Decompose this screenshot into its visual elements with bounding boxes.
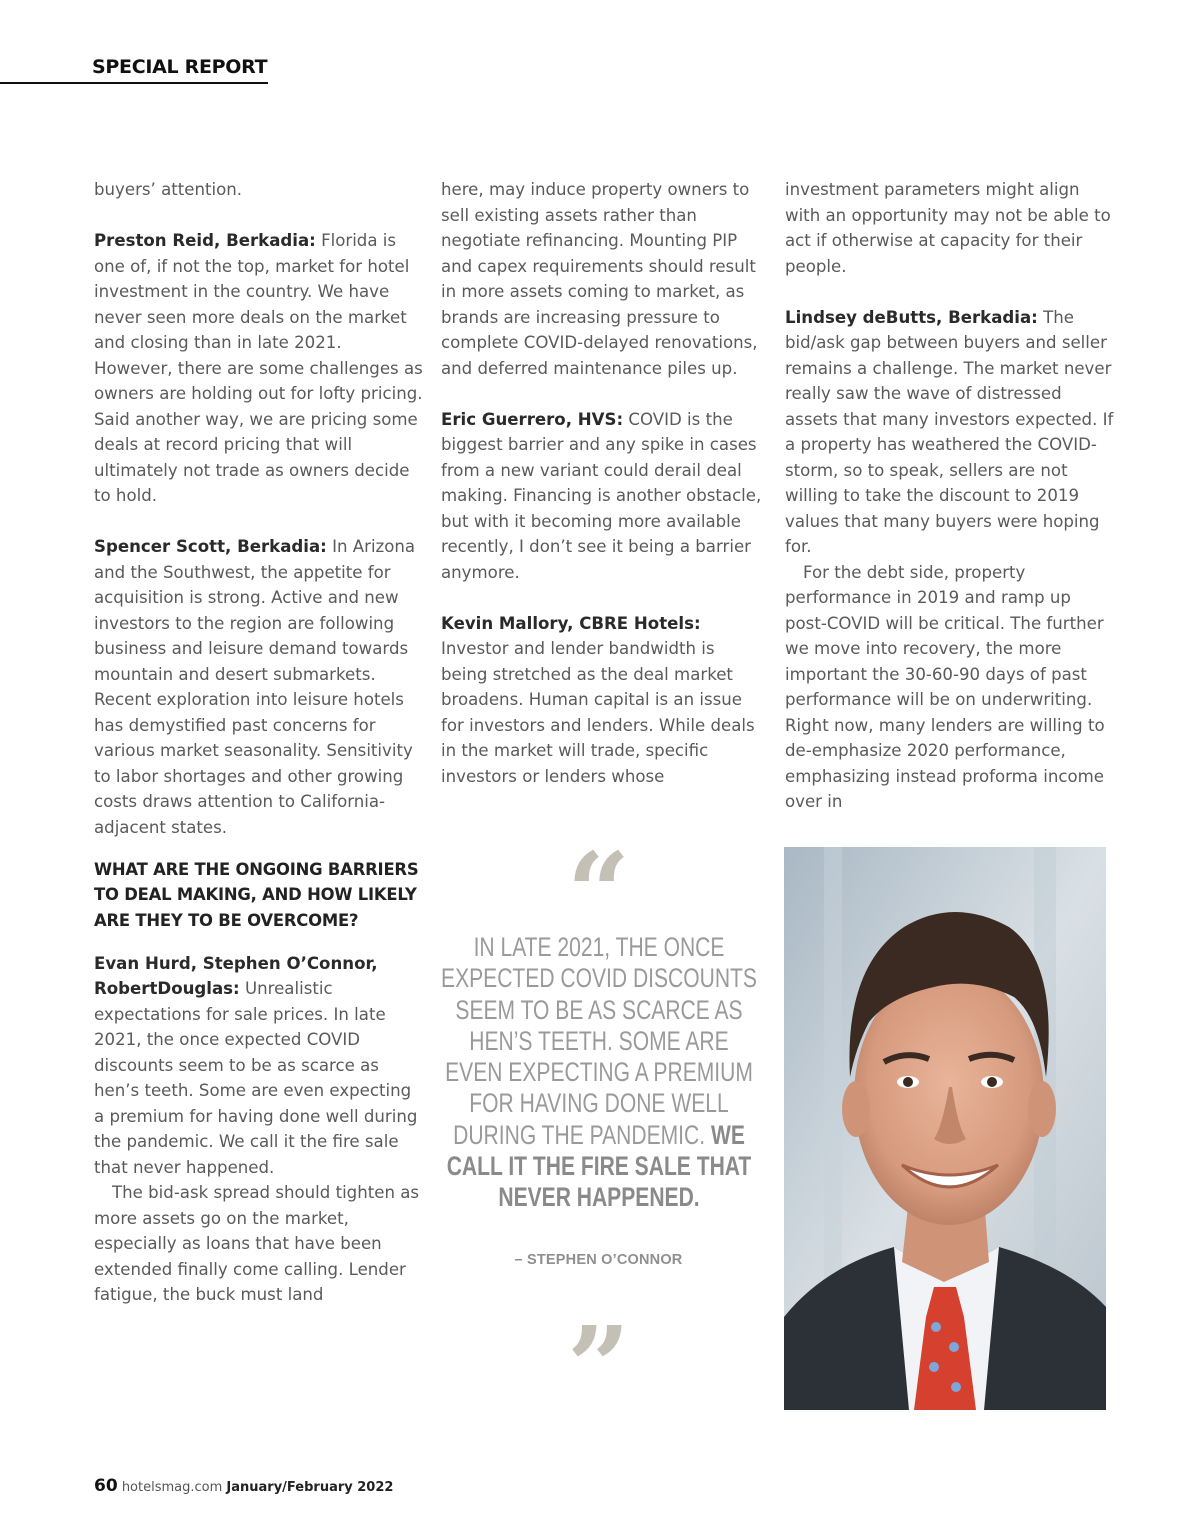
- speaker-name: Preston Reid, Berkadia:: [94, 231, 316, 250]
- portrait-illustration: [784, 847, 1106, 1410]
- paragraph-text: COVID is the biggest barrier and any spike in cases from a new variant could derail deal making. Financing is another obstacle, but with it becoming more available recently, I don’t see it being a barrier anymore.: [441, 409, 762, 582]
- paragraph: [785, 305, 1115, 560]
- paragraph-text: Investor and lender bandwidth is being stretched as the deal market broadens. Human capital is an issue for investors and lenders. While deals in the market will trade, specific investors or lenders whose: [441, 639, 755, 786]
- close-quote-icon: ”: [566, 1301, 631, 1431]
- page-footer: [94, 1476, 393, 1496]
- paragraph: [441, 611, 766, 790]
- column-2: [441, 177, 766, 789]
- speaker-name: Spencer Scott, Berkadia:: [94, 537, 327, 556]
- section-label: SPECIAL REPORT: [92, 56, 268, 78]
- column-1: [94, 177, 424, 1308]
- site-name: hotelsmag.com: [121, 1480, 223, 1495]
- paragraph-text: Florida is one of, if not the top, market for hotel investment in the country. We have never seen more deals on the market and closing than in late 2021. However, there are some challenges as owners are holding out for lofty pricing. Said another way, we are pricing some deals at record pricing that will ultimately not trade as owners decide to hold.: [94, 231, 423, 505]
- header-rule: [0, 82, 268, 84]
- portrait-photo: [784, 847, 1106, 1410]
- speaker-name: Evan Hurd, Stephen O’Connor, RobertDouglas:: [94, 953, 378, 999]
- pull-quote-body: IN LATE 2021, THE ONCE EXPECTED COVID DISCOUNTS SEEM TO BE AS SCARCE AS HEN’S TEETH. SOME ARE EVEN EXPECTING A PREMIUM FOR HAVING DONE WELL DURING THE PANDEMIC.: [441, 932, 757, 1150]
- speaker-name: Kevin Mallory, CBRE Hotels:: [441, 613, 701, 633]
- paragraph: The bid-ask spread should tighten as more assets go on the market, especially as loans that have been extended finally come calling. Lender fatigue, the buck must land: [94, 1183, 420, 1305]
- pull-quote-attribution: – STEPHEN O’CONNOR: [514, 1251, 683, 1268]
- pull-quote-emphasis: WE CALL IT THE FIRE SALE THAT NEVER HAPPENED.: [446, 1119, 752, 1213]
- page-number: 60: [94, 1476, 118, 1496]
- paragraph: For the debt side, property performance in 2019 and ramp up post-COVID will be critical. The further we move into recovery, the more important the 30-60-90 days of past performance will be on underwriting. Right now, many lenders are willing to de-emphasize 2020 performance, emphasizing instead proforma income over in: [785, 562, 1105, 811]
- section-question: WHAT ARE THE ONGOING BARRIERS TO DEAL MAKING, AND HOW LIKELY ARE THEY TO BE OVERCOME?: [94, 860, 419, 930]
- paragraph: buyers’ attention.: [94, 180, 243, 199]
- paragraph: investment parameters might align with an opportunity may not be able to act if otherwise at capacity for their people.: [785, 180, 1111, 276]
- paragraph: here, may induce property owners to sell existing assets rather than negotiate refinancing. Mounting PIP and capex requirements should result in more assets coming to market, as brands are increasing pressure to complete COVID-delayed renovations, and deferred maintenance piles up.: [441, 180, 758, 378]
- open-quote-icon: “: [566, 828, 631, 957]
- column-3: [785, 177, 1115, 815]
- paragraph: [94, 951, 424, 1181]
- speaker-name: Lindsey deButts, Berkadia:: [785, 307, 1038, 327]
- paragraph: [94, 228, 424, 509]
- paragraph-text: In Arizona and the Southwest, the appetite for acquisition is strong. Active and new investors to the region are following business and leisure demand towards mountain and desert submarkets. Recent exploration into leisure hotels has demystified past concerns for various market seasonality. Sensitivity to labor shortages and other growing costs draws attention to California-adjacent states.: [94, 537, 416, 837]
- issue-date: January/February 2022: [226, 1480, 394, 1495]
- paragraph: [441, 407, 766, 586]
- paragraph: [94, 534, 424, 840]
- paragraph-text: Unrealistic expectations for sale prices. In late 2021, the once expected COVID discounts seem to be as scarce as hen’s teeth. Some are even expecting a premium for having done well during the pandemic. We call it the fire sale that never happened.: [94, 979, 418, 1177]
- speaker-name: Eric Guerrero, HVS:: [441, 409, 624, 429]
- pull-quote: [441, 828, 757, 1431]
- pull-quote-text: [439, 932, 759, 1214]
- paragraph-text: The bid/ask gap between buyers and seller remains a challenge. The market never really saw the wave of distressed assets that many investors expected. If a property has weathered the COVID-storm, so to speak, sellers are not willing to take the discount to 2019 values that many buyers were hoping for.: [785, 307, 1114, 556]
